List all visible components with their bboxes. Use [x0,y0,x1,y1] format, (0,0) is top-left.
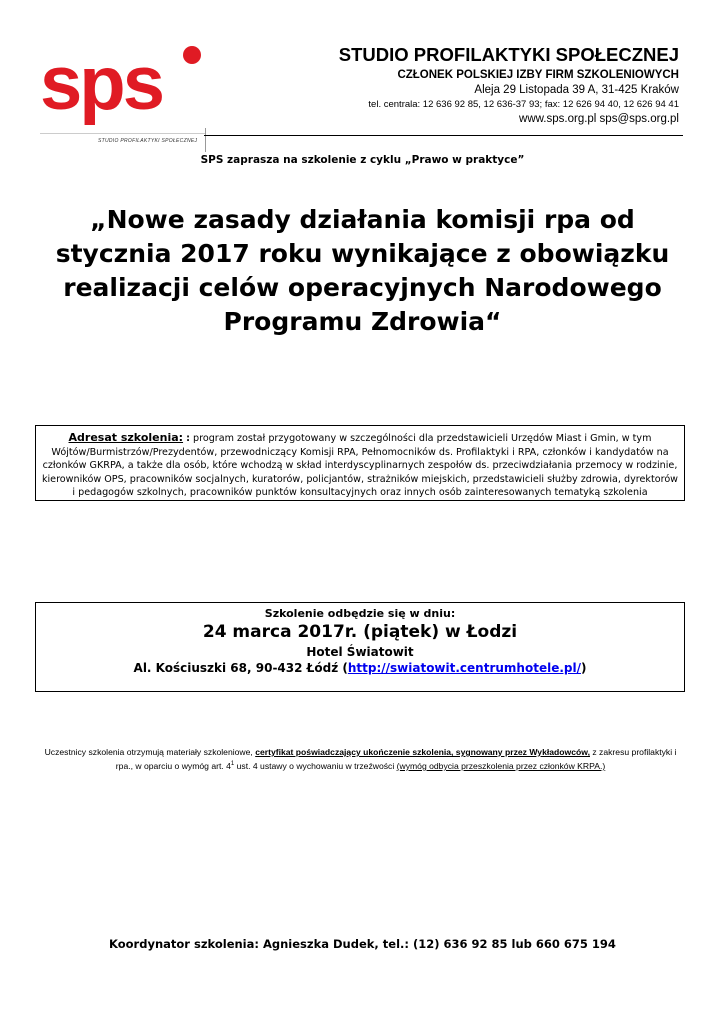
org-membership: CZŁONEK POLSKIEJ IZBY FIRM SZKOLENIOWYCH [397,69,679,81]
title-line-1: „Nowe zasady działania komisji rpa od [90,205,635,234]
cert-part-3: z zakresu profilaktyki i rpa., w oparciu o wymóg art. 4 [115,747,677,771]
logo-dot-icon [183,46,201,64]
event-address-end: ) [580,661,587,675]
addressees-label: Adresat szkolenia: [68,431,184,444]
event-intro: Szkolenie odbędzie się w dniu: [264,607,456,620]
logo-tagline: STUDIO PROFILAKTYKI SPOŁECZNEJ [98,138,198,144]
cert-part-2: certyfikat poświadczający ukończenie szkolenia, sygnowany przez Wykładowców, [255,747,590,757]
event-details-box [35,602,685,692]
letterhead [339,44,679,127]
cert-part-5: (wymóg odbycia przeszkolenia przez członków KRPA.) [396,760,606,771]
invitation-line: SPS zaprasza na szkolenie z cyklu „Prawo w praktyce” [200,154,525,166]
org-address: Aleja 29 Listopada 39 A, 31-425 Kraków [474,84,679,96]
hotel-link[interactable]: http://swiatowit.centrumhotele.pl/ [347,661,581,675]
org-phones: tel. centrala: 12 636 92 85, 12 636-37 93; fax: 12 626 94 40, 12 626 94 41 [368,99,679,110]
event-address [36,660,684,676]
logo-divider [40,133,205,134]
title-line-3: realizacji celów operacyjnych Narodowego [63,273,662,302]
cert-superscript: 1 [230,761,235,767]
event-venue: Hotel Światowit [306,645,414,659]
coordinator-contact: Koordynator szkolenia: Agnieszka Dudek, tel.: (12) 636 92 85 lub 660 675 194 [109,937,616,951]
sps-logo [40,42,210,152]
header-divider [204,135,683,136]
cert-part-1: Uczestnicy szkolenia otrzymują materiały szkoleniowe, [44,747,256,757]
addressees-text: program został przygotowany w szczególności dla przedstawicieli Urzędów Miast i Gmin, w tym Wójtów/Burmistrzów/Prezydentów, przewodniczący Komisji RPA, Pełnomocników ds. Profilaktyki i RPA, członków i kandydatów na członków GKRPA, a także dla osób, które wchodzą w skład interdyscyplinarnych zespołów ds. przeciwdziałania przemocy w rodzinie, kierowników OPS, pracowników socjalnych, kuratorów, policjantów, strażników miejskich, przedstawicieli służby zdrowia, dyrektorów i pedagogów szkolnych, pracowników punktów konsultacyjnych oraz innych osób zainteresowanych tematyką szkolenia [41,433,679,499]
training-title [40,203,685,339]
org-web-email: www.sps.org.pl sps@sps.org.pl [519,113,679,125]
event-address-text: Al. Kościuszki 68, 90-432 Łódź ( [133,661,348,675]
title-line-2: stycznia 2017 roku wynikające z obowiązku [55,239,670,268]
certificate-note [38,746,683,772]
event-date: 24 marca 2017r. (piątek) w Łodzi [202,622,518,642]
logo-divider-vertical [205,128,206,152]
logo-letters: sps [40,41,162,126]
addressees-box [35,425,685,501]
org-name: STUDIO PROFILAKTYKI SPOŁECZNEJ [338,44,679,65]
addressees-colon: : [186,433,190,444]
cert-part-4: ust. 4 ustawy o wychowaniu w trzeźwości [234,760,397,771]
title-line-4: Programu Zdrowia“ [223,307,502,336]
